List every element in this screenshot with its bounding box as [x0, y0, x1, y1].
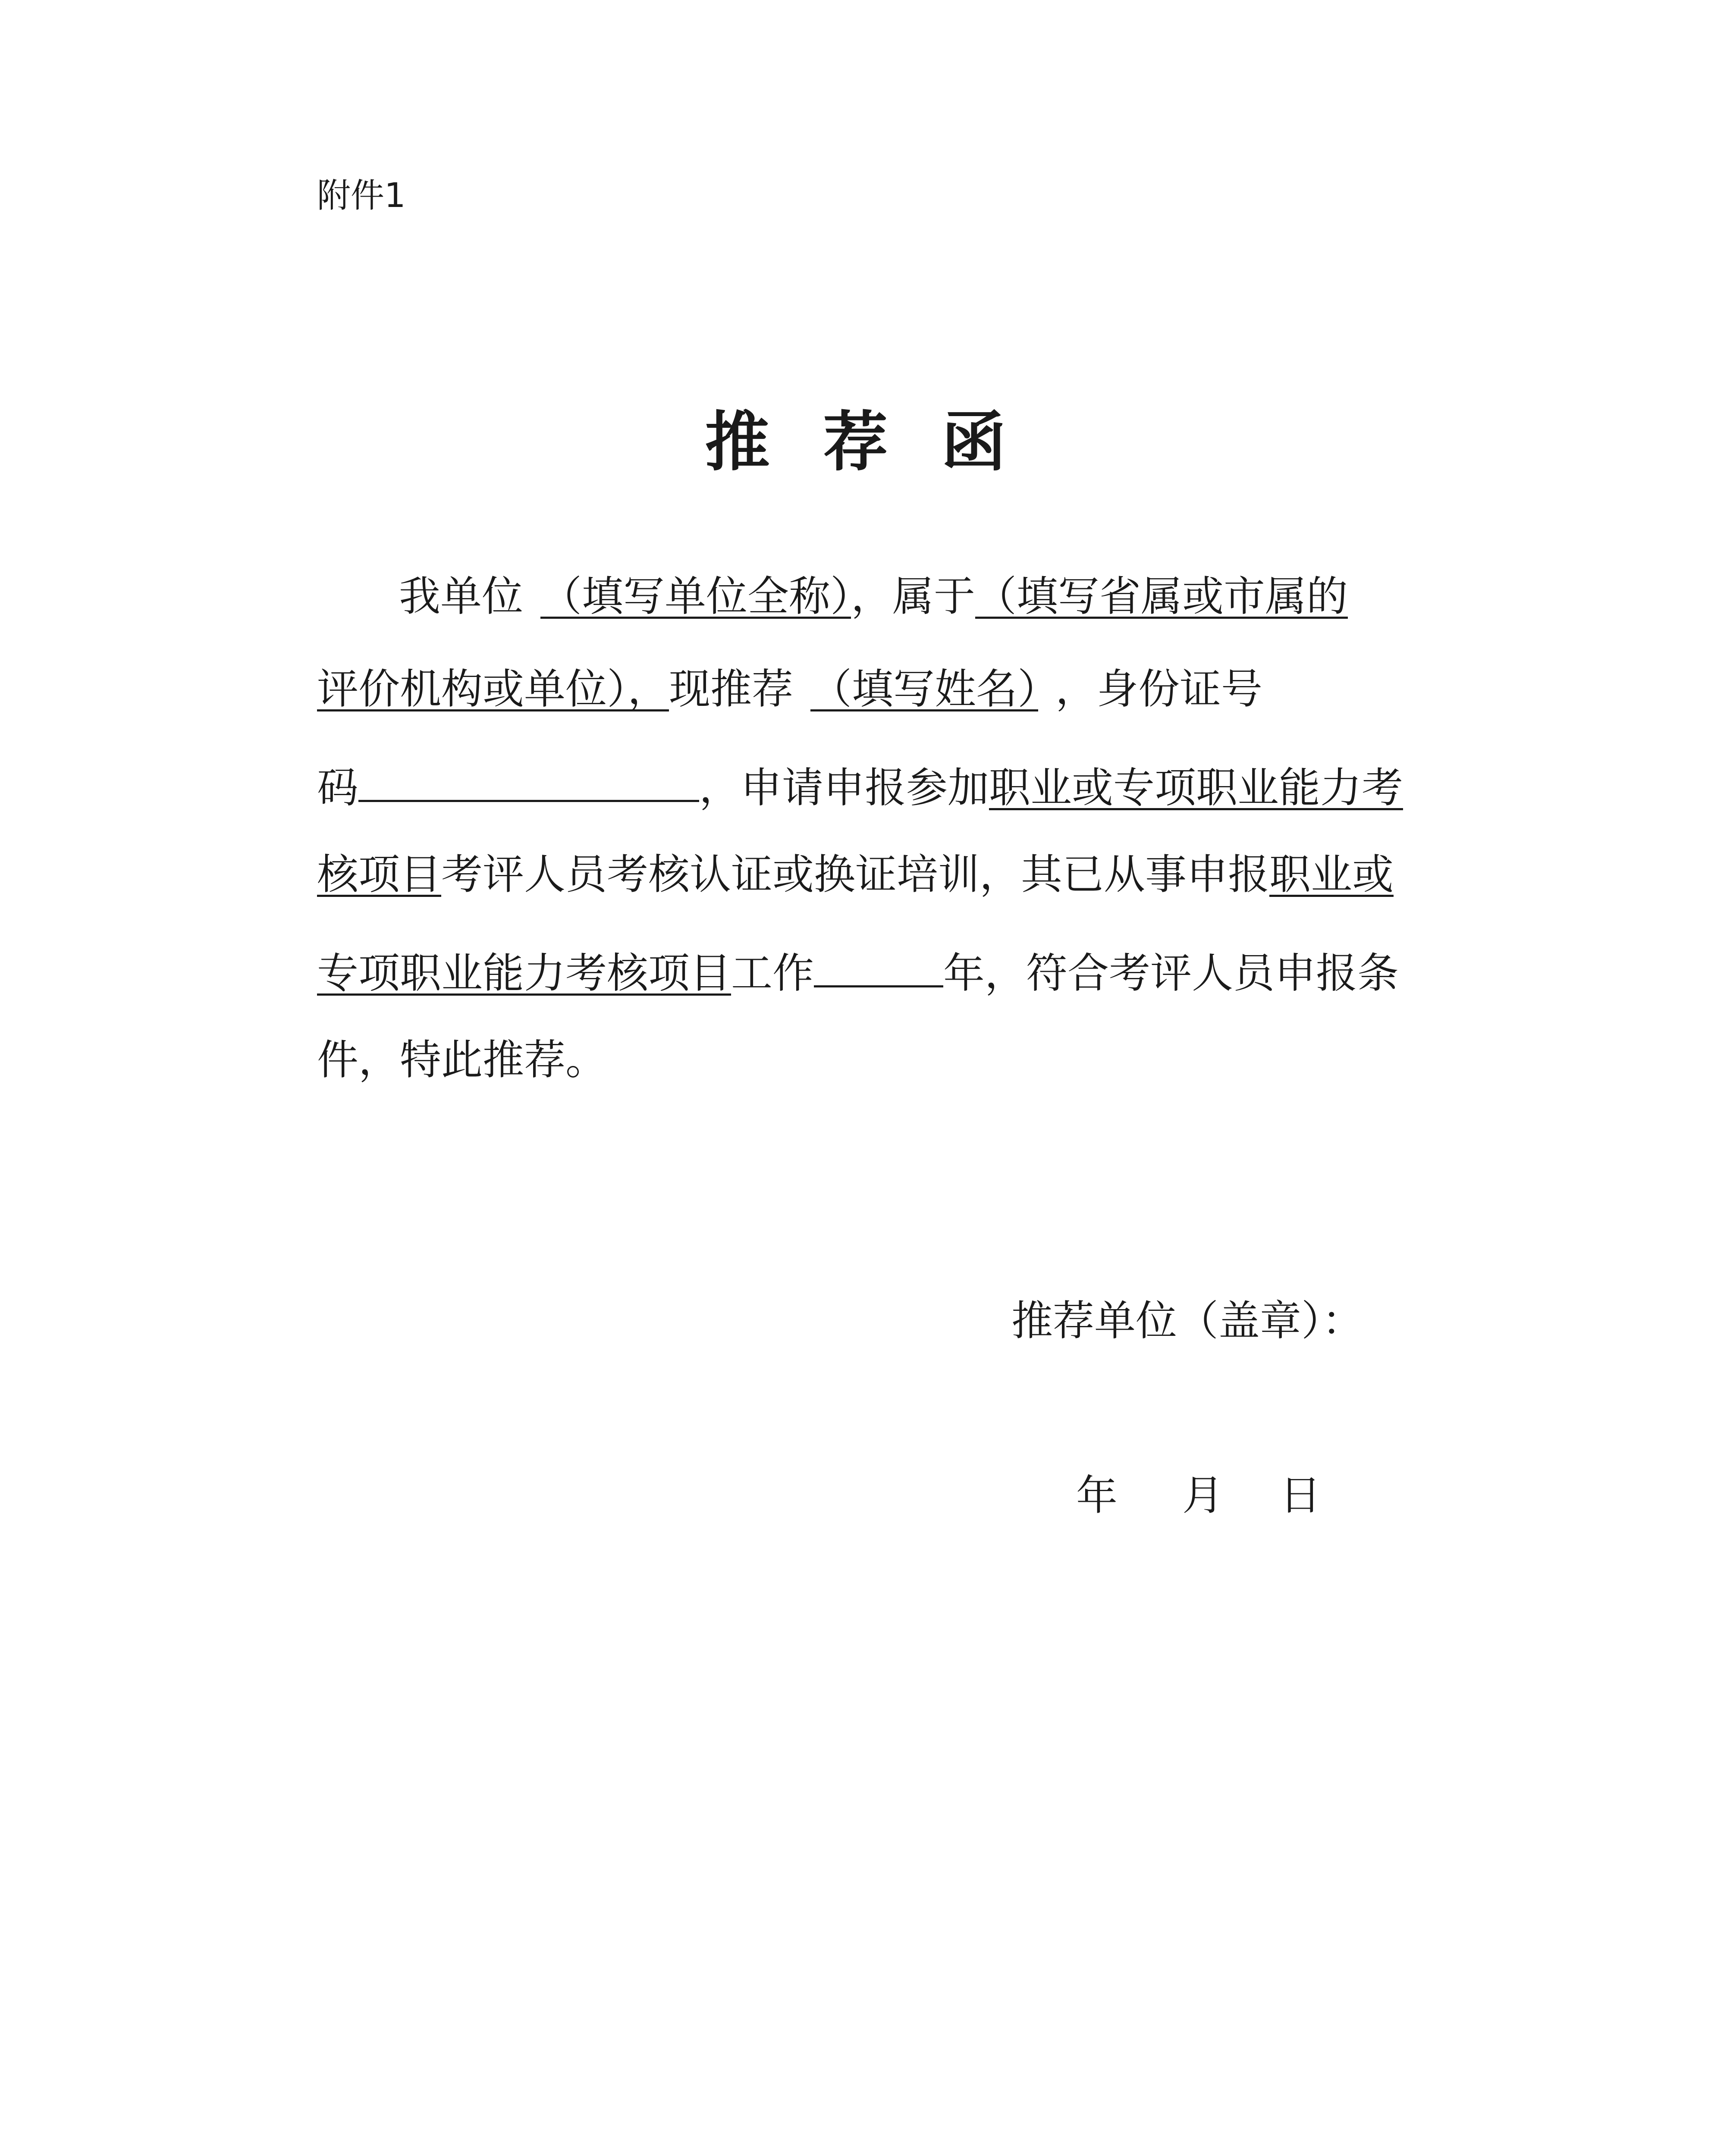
signature-label: 推荐单位（盖章）：	[1011, 1297, 1363, 1345]
occupation-field-cont: 核项目	[317, 850, 441, 899]
name-field: （填写姓名）	[810, 665, 1038, 713]
body-line-6	[317, 1036, 607, 1084]
text: 我单位	[399, 572, 523, 620]
body-line-4	[317, 850, 1394, 899]
body-line-5	[317, 946, 1399, 997]
title-char: 函	[941, 404, 1006, 480]
text: 考评人员考核认证或换证培训，其已从事申报	[441, 850, 1269, 899]
text: ，申请申报参加	[699, 764, 989, 812]
years-blank	[814, 946, 943, 987]
title-char: 推	[705, 404, 770, 480]
attachment-label: 附件1	[317, 176, 406, 215]
id-number-blank	[358, 761, 699, 802]
text: 年，符合考评人员申报条	[943, 949, 1399, 997]
text: 现推荐	[669, 665, 793, 713]
text: 码	[317, 764, 358, 812]
unit-type-field-cont: 评价机构或单位），	[317, 665, 669, 713]
date-year-label: 年	[1076, 1471, 1118, 1520]
date-day-label: 日	[1280, 1471, 1321, 1520]
body-line-1	[399, 572, 1348, 620]
text: ，身份证号	[1055, 665, 1262, 713]
title-char: 荐	[823, 404, 888, 480]
document-title	[0, 404, 1711, 480]
date-line	[1076, 1471, 1321, 1520]
body-line-2	[317, 665, 1262, 713]
text: ，属于	[851, 572, 975, 620]
text: 件，特此推荐。	[317, 1036, 607, 1084]
date-month-label: 月	[1182, 1471, 1224, 1520]
text: 工作	[731, 949, 814, 997]
unit-type-field: （填写省属或市属的	[975, 572, 1348, 620]
occupation-field: 职业或专项职业能力考	[989, 764, 1403, 812]
body-line-3	[317, 761, 1403, 812]
occupation-field-2-cont: 专项职业能力考核项目	[317, 949, 731, 997]
occupation-field-2: 职业或	[1269, 850, 1394, 899]
unit-name-field: （填写单位全称）	[540, 572, 851, 620]
